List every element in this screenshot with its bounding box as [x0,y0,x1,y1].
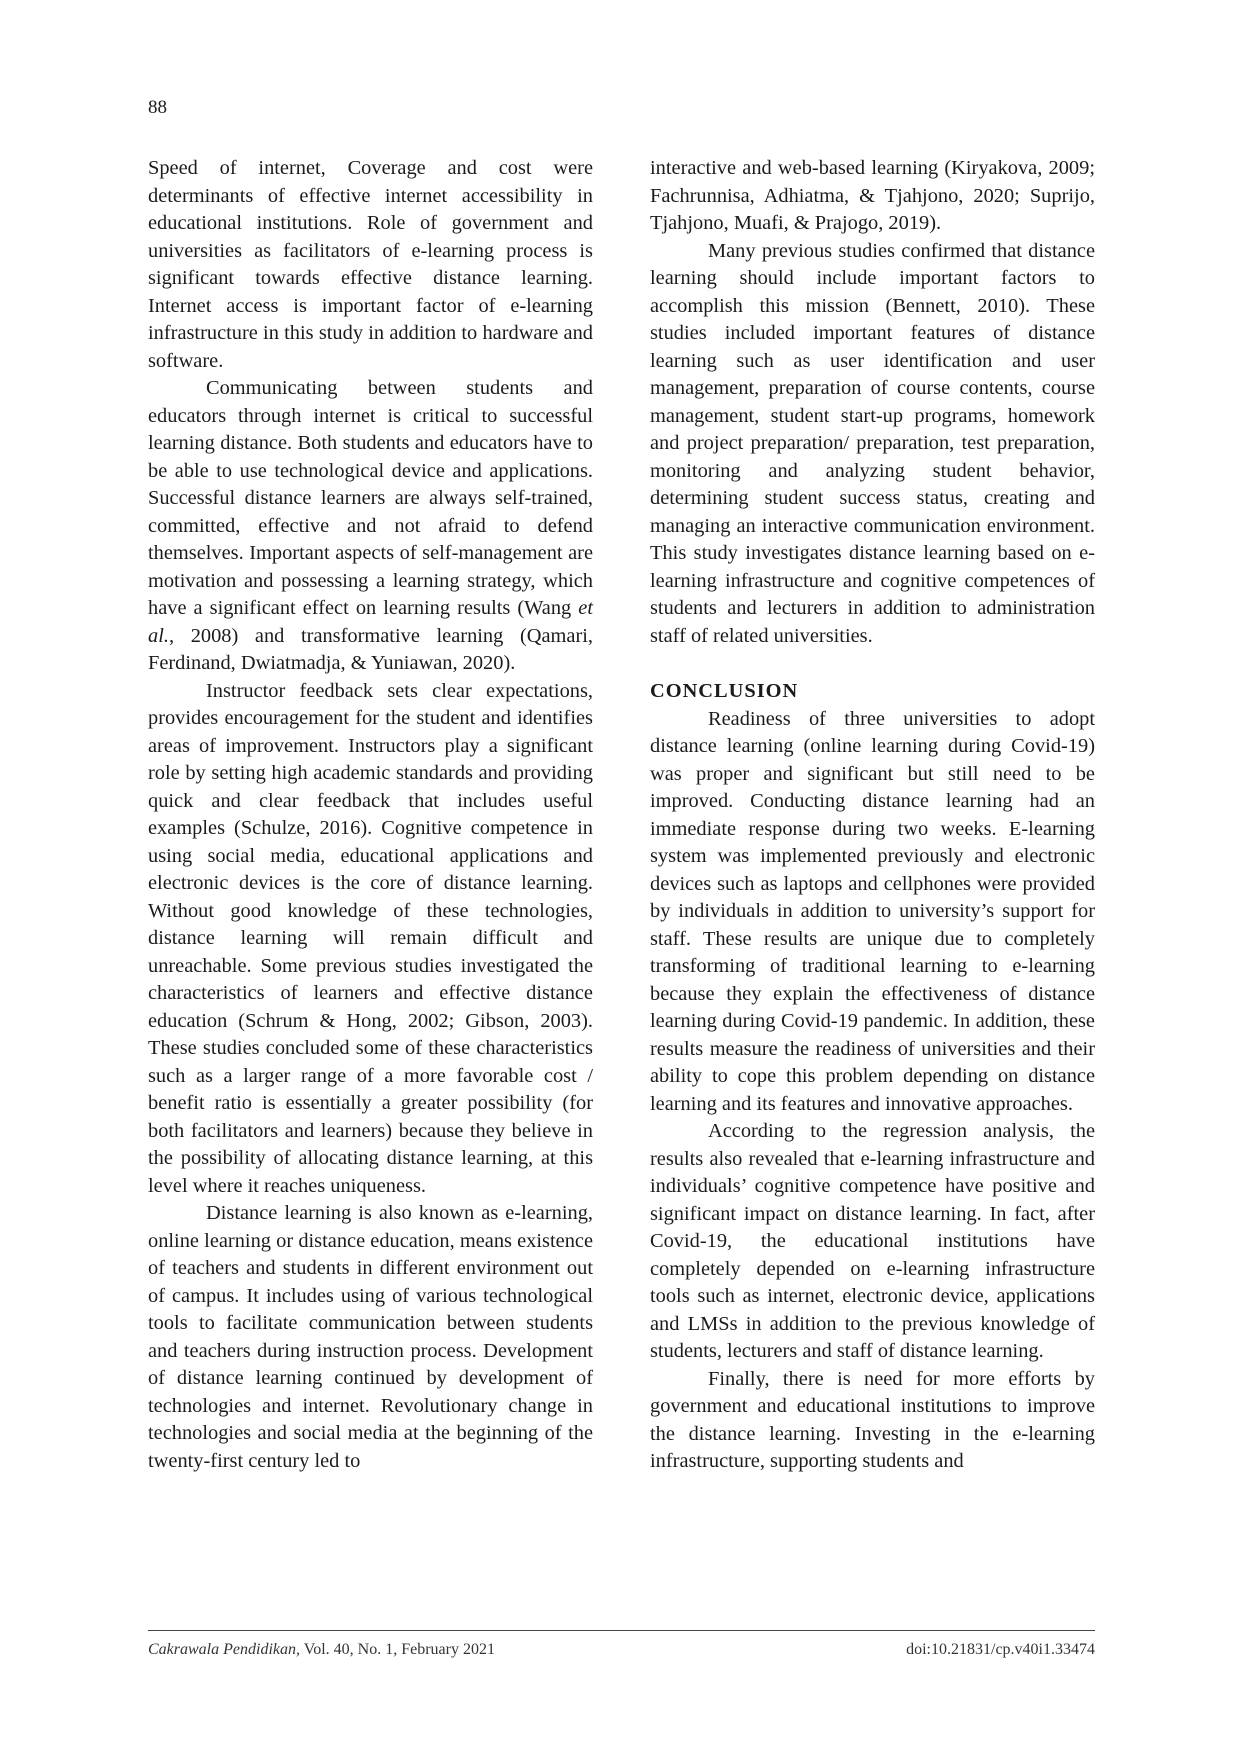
paragraph: Readiness of three universities to adopt distance learning (online learning during Covid-19) was proper and significant but still need to be improved. Conducting distance learning had an immediate response during two weeks. E-learning system was implemented previously and electronic devices such as laptops and cellphones were provided by individuals in addition to university’s support for staff. These results are unique due to completely transforming of traditional learning to e-learning because they explain the effectiveness of distance learning during Covid-19 pandemic. In addition, these results measure the readiness of universities and their ability to cope this problem depending on distance learning and its features and innovative approaches. [650,707,1095,1115]
paragraph-text-before-italic: Communicating between students and educators through internet is critical to successful learning distance. Both students and educators have to be able to use technological device and applications. Successful distance learners are always self-trained, committed, effective and not afraid to defend themselves. Important aspects of self-management are motivation and possessing a learning strategy, which have a significant effect on learning results (Wang [148,377,593,619]
paragraph: Distance learning is also known as e-learning, online learning or distance education, means existence of teachers and students in different environment out of campus. It includes using of various technological tools to facilitate communication between students and teachers during instruction process. Development of distance learning continued by development of technologies and internet. Revolutionary change in technologies and social media at the beginning of the twenty-first century led to [148,1202,593,1472]
italic-et-al: et al. [148,597,593,647]
journal-name: Cakrawala Pendidikan, [148,1641,300,1658]
section-heading-conclusion: CONCLUSION [650,680,799,702]
footer-divider [148,1630,1095,1631]
paragraph [148,375,593,678]
journal-citation [148,1640,495,1660]
paragraph: Speed of internet, Coverage and cost were determinants of effective internet accessibility in educational institutions. Role of government and universities as facilitators of e-learning process is significant towards effective distance learning. Internet access is important factor of e-learning infrastructure in this study in addition to hardware and software. [148,157,593,372]
page-number: 88 [148,97,167,118]
paragraph: interactive and web-based learning (Kiryakova, 2009; Fachrunnisa, Adhiatma, & Tjahjono, 2020; Suprijo, Tjahjono, Muafi, & Prajogo, 2019). [650,157,1095,234]
doi: doi:10.21831/cp.v40i1.33474 [906,1641,1095,1658]
paragraph: Finally, there is need for more efforts by government and educational institutions to improve the distance learning. Investing in the e-learning infrastructure, supporting students and [650,1367,1095,1472]
paragraph-text-after-italic: , 2008) and transformative learning (Qamari, Ferdinand, Dwiatmadja, & Yuniawan, 2020). [148,624,593,674]
journal-issue: Vol. 40, No. 1, February 2021 [299,1641,495,1658]
paragraph: Many previous studies confirmed that distance learning should include important factors to accomplish this mission (Bennett, 2010). These studies included important features of distance learning such as user identification and user management, preparation of course contents, course management, student start-up programs, homework and project preparation/ preparation, test preparation, monitoring and analyzing student behavior, determining student success status, creating and managing an interactive communication environment. This study investigates distance learning based on e-learning infrastructure and cognitive competences of students and lecturers in addition to administration staff of related universities. [650,239,1095,647]
right-column [650,155,1095,1476]
left-column [148,155,593,1475]
paragraph: According to the regression analysis, the results also revealed that e-learning infrastructure and individuals’ cognitive competence have positive and significant impact on distance learning. In fact, after Covid-19, the educational institutions have completely depended on e-learning infrastructure tools such as internet, electronic device, applications and LMSs in addition to the previous knowledge of students, lecturers and staff of distance learning. [650,1120,1095,1362]
paragraph: Instructor feedback sets clear expectations, provides encouragement for the student and identifies areas of improvement. Instructors play a significant role by setting high academic standards and providing quick and clear feedback that includes useful examples (Schulze, 2016). Cognitive competence in using social media, educational applications and electronic devices is the core of distance learning. Without good knowledge of these technologies, distance learning will remain difficult and unreachable. Some previous studies investigated the characteristics of learners and effective distance education (Schrum & Hong, 2002; Gibson, 2003). These studies concluded some of these characteristics such as a larger range of a more favorable cost / benefit ratio is essentially a greater possibility (for both facilitators and learners) because they believe in the possibility of allocating distance learning, at this level where it reaches uniqueness. [148,679,593,1197]
